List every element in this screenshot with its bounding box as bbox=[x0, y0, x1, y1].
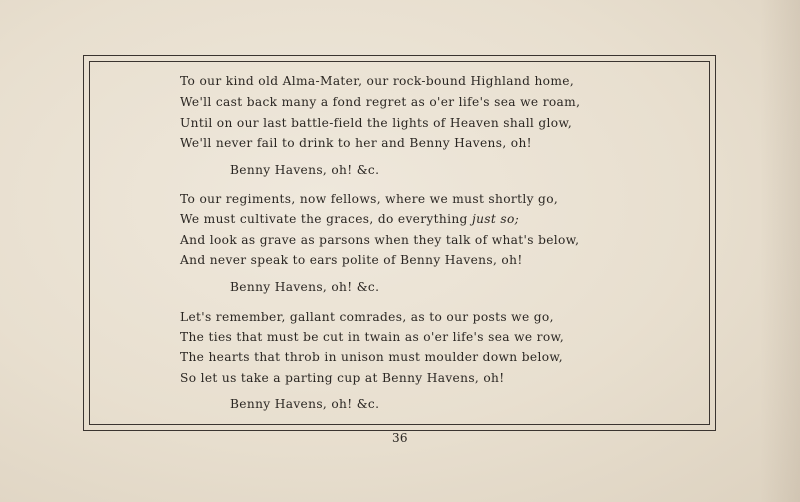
page-number: 36 bbox=[392, 431, 408, 445]
verse-line: The ties that must be cut in twain as o'er life's sea we row, bbox=[180, 330, 565, 344]
verse-line: To our kind old Alma-Mater, our rock-bound Highland home, bbox=[180, 74, 575, 88]
refrain-line: Benny Havens, oh! &c. bbox=[230, 397, 380, 411]
verse-line: We'll never fail to drink to her and Benny Havens, oh! bbox=[180, 136, 532, 150]
verse-line: We'll cast back many a fond regret as o'er life's sea we roam, bbox=[180, 95, 581, 109]
verse-line: And never speak to ears polite of Benny Havens, oh! bbox=[180, 253, 523, 267]
verse-line: Let's remember, gallant comrades, as to our posts we go, bbox=[180, 310, 554, 324]
page-edge-shadow bbox=[760, 0, 800, 502]
refrain-line: Benny Havens, oh! &c. bbox=[230, 280, 380, 294]
refrain-line: Benny Havens, oh! &c. bbox=[230, 163, 380, 177]
verse-line bbox=[180, 212, 519, 226]
verse-line: So let us take a parting cup at Benny Havens, oh! bbox=[180, 371, 505, 385]
verse-line-text: We must cultivate the graces, do everything bbox=[180, 212, 468, 226]
verse-line: And look as grave as parsons when they talk of what's below, bbox=[180, 233, 580, 247]
verse-line: The hearts that throb in unison must moulder down below, bbox=[180, 350, 563, 364]
verse-line: To our regiments, now fellows, where we must shortly go, bbox=[180, 192, 559, 206]
verse-line: Until on our last battle-field the lights of Heaven shall glow, bbox=[180, 116, 573, 130]
italic-phrase: just so; bbox=[471, 212, 520, 226]
